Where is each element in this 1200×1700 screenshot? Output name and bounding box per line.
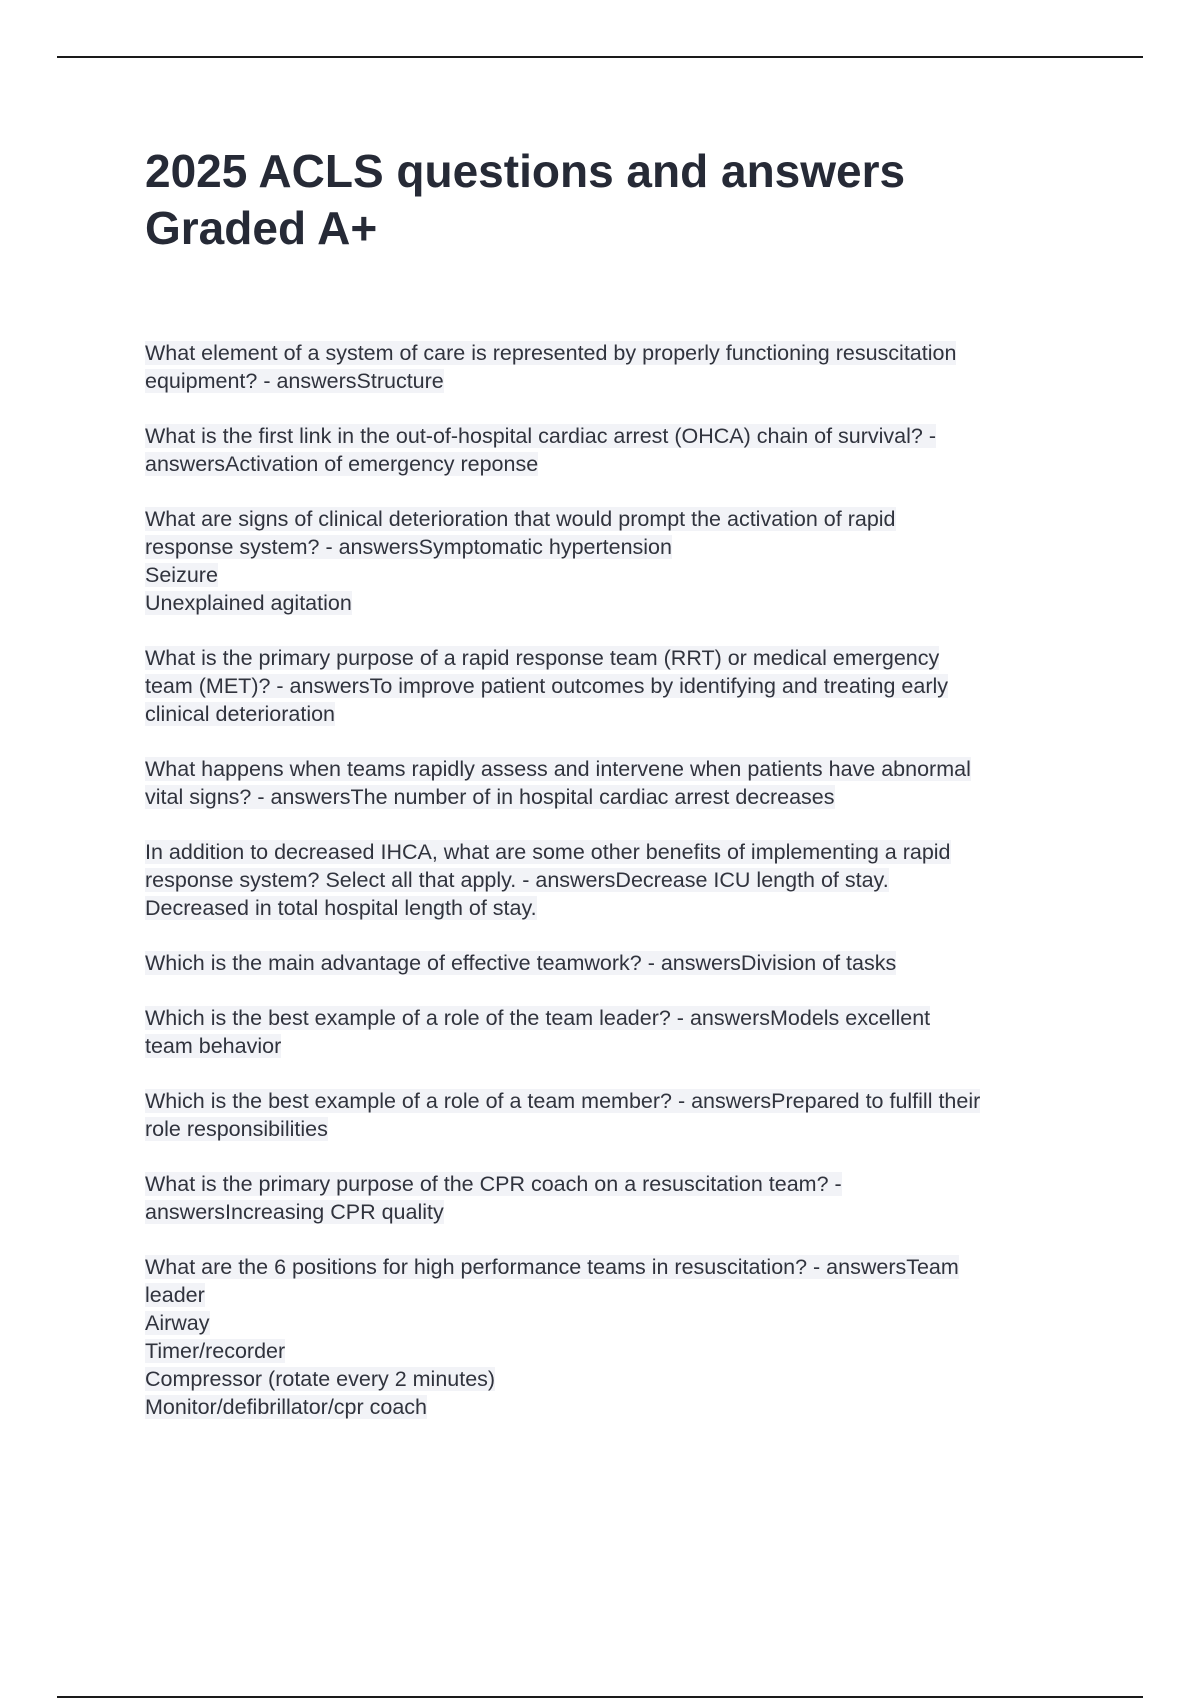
- qa-line: [145, 505, 1095, 533]
- qa-text: answersIncreasing CPR quality: [145, 1200, 444, 1224]
- qa-item: [145, 949, 1095, 977]
- qa-item: [145, 505, 1095, 617]
- qa-item: [145, 755, 1095, 811]
- qa-text: equipment? - answersStructure: [145, 369, 444, 393]
- qa-item: [145, 1087, 1095, 1143]
- qa-line: [145, 1198, 1095, 1226]
- qa-line: [145, 1115, 1095, 1143]
- qa-line: [145, 1281, 1095, 1309]
- qa-line: [145, 533, 1095, 561]
- qa-line: [145, 367, 1095, 395]
- qa-line: [145, 644, 1095, 672]
- qa-line: [145, 1004, 1095, 1032]
- qa-line: [145, 1087, 1095, 1115]
- title-line: 2025 ACLS questions and answers: [145, 145, 906, 197]
- qa-text: Unexplained agitation: [145, 591, 352, 615]
- qa-text: Seizure: [145, 563, 218, 587]
- qa-text: answersActivation of emergency reponse: [145, 452, 539, 476]
- bottom-divider: [57, 1696, 1143, 1698]
- document-title: [145, 143, 1085, 257]
- qa-text: Which is the best example of a role of a team member? - answersPrepared to fulfill their: [145, 1089, 981, 1113]
- qa-line: [145, 1170, 1095, 1198]
- qa-list: [145, 339, 1095, 1448]
- qa-line: [145, 700, 1095, 728]
- qa-item: [145, 339, 1095, 395]
- qa-text: Airway: [145, 1311, 210, 1335]
- qa-item: [145, 1004, 1095, 1060]
- qa-text: What happens when teams rapidly assess and intervene when patients have abnormal: [145, 757, 971, 781]
- qa-text: response system? - answersSymptomatic hypertension: [145, 535, 672, 559]
- qa-text: What is the first link in the out-of-hospital cardiac arrest (OHCA) chain of survival? -: [145, 424, 937, 448]
- qa-line: [145, 450, 1095, 478]
- qa-line: [145, 866, 1095, 894]
- qa-line: [145, 1032, 1095, 1060]
- qa-text: team (MET)? - answersTo improve patient outcomes by identifying and treating early: [145, 674, 949, 698]
- qa-line: [145, 422, 1095, 450]
- qa-line: [145, 1365, 1095, 1393]
- qa-line: [145, 672, 1095, 700]
- qa-line: [145, 755, 1095, 783]
- qa-item: [145, 838, 1095, 922]
- qa-text: leader: [145, 1283, 205, 1307]
- qa-text: Timer/recorder: [145, 1339, 286, 1363]
- qa-text: What is the primary purpose of the CPR coach on a resuscitation team? -: [145, 1172, 842, 1196]
- qa-text: vital signs? - answersThe number of in hospital cardiac arrest decreases: [145, 785, 835, 809]
- qa-text: team behavior: [145, 1034, 282, 1058]
- qa-text: Monitor/defibrillator/cpr coach: [145, 1395, 428, 1419]
- qa-item: [145, 644, 1095, 728]
- qa-line: [145, 838, 1095, 866]
- qa-item: [145, 1253, 1095, 1421]
- qa-text: response system? Select all that apply. - answersDecrease ICU length of stay.: [145, 868, 889, 892]
- title-line: Graded A+: [145, 202, 378, 254]
- qa-item: [145, 1170, 1095, 1226]
- qa-line: [145, 1253, 1095, 1281]
- qa-line: [145, 561, 1095, 589]
- qa-line: [145, 1393, 1095, 1421]
- qa-text: Which is the main advantage of effective teamwork? - answersDivision of tasks: [145, 951, 897, 975]
- qa-text: What are signs of clinical deterioration that would prompt the activation of rapid: [145, 507, 896, 531]
- qa-line: [145, 589, 1095, 617]
- qa-item: [145, 422, 1095, 478]
- qa-text: clinical deterioration: [145, 702, 336, 726]
- top-divider: [57, 56, 1143, 58]
- qa-text: In addition to decreased IHCA, what are some other benefits of implementing a rapid: [145, 840, 951, 864]
- qa-text: Compressor (rotate every 2 minutes): [145, 1367, 496, 1391]
- qa-line: [145, 783, 1095, 811]
- qa-text: What is the primary purpose of a rapid response team (RRT) or medical emergency: [145, 646, 940, 670]
- qa-line: [145, 339, 1095, 367]
- qa-line: [145, 1309, 1095, 1337]
- qa-text: role responsibilities: [145, 1117, 328, 1141]
- qa-text: Which is the best example of a role of the team leader? - answersModels excellent: [145, 1006, 931, 1030]
- qa-text: What element of a system of care is represented by properly functioning resuscitation: [145, 341, 957, 365]
- qa-line: [145, 1337, 1095, 1365]
- qa-line: [145, 894, 1095, 922]
- qa-text: Decreased in total hospital length of stay.: [145, 896, 537, 920]
- qa-line: [145, 949, 1095, 977]
- qa-text: What are the 6 positions for high performance teams in resuscitation? - answersTeam: [145, 1255, 959, 1279]
